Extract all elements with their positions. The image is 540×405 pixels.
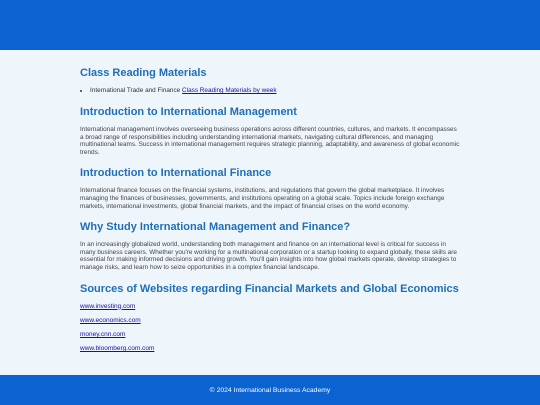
section-intl-management — [80, 105, 462, 156]
footer-copyright: © 2024 International Business Academy — [209, 386, 331, 394]
source-link-bloomberg[interactable]: www.bloomberg.com.com — [80, 345, 155, 353]
section-body: International finance focuses on the financial systems, institutions, and regulations that govern the global marketplace. It involves managing the finances of businesses, governments, and institutions operating on a global scale. Topics include foreign exchange markets, international investments, global financial markets, and the impact of financial crises on the world economy. — [80, 187, 445, 210]
section-body: In an increasingly globalized world, understanding both management and finance on an international level is critical for success in many business careers. Whether you're working for a multinational corporation or a startup looking to expand globally, these skills are essential for making informed decisions and driving growth. You'll gain insights into how global markets operate, develop strategies to manage risks, and learn how to seize opportunities in a complex financial landscape. — [80, 241, 457, 271]
section-title: Why Study International Management and Finance? — [80, 221, 351, 234]
section-intl-finance — [80, 166, 462, 210]
section-why-study — [80, 220, 462, 271]
reading-list — [80, 86, 462, 95]
reading-item-text: International Trade and Finance — [90, 87, 181, 94]
section-title: Introduction to International Management — [80, 106, 297, 118]
source-link-investing[interactable]: www.investing.com — [80, 302, 136, 310]
section-title: Introduction to International Finance — [80, 167, 272, 180]
sources-title: Sources of Websites regarding Financial Markets and Global Economics — [80, 282, 459, 295]
source-link-cnn-money[interactable]: money.cnn.com — [80, 330, 126, 338]
header-bar — [0, 0, 540, 50]
reading-list-item — [90, 86, 462, 95]
footer — [0, 375, 540, 405]
main-content — [80, 66, 462, 359]
class-reading-title: Class Reading Materials — [80, 67, 207, 79]
reading-materials-link[interactable]: Class Reading Materials by week — [182, 87, 277, 94]
section-sources — [80, 282, 462, 354]
section-body: International management involves overseeing business operations across different countries, cultures, and markets. It encompasses a broad range of responsibilities including understanding international markets, navigating cultural differences, and managing multinational teams. Success in international management requires strategic planning, adaptability, and awareness of global economic trends. — [80, 126, 460, 156]
source-link-economics[interactable]: www.economics.com — [80, 316, 141, 324]
